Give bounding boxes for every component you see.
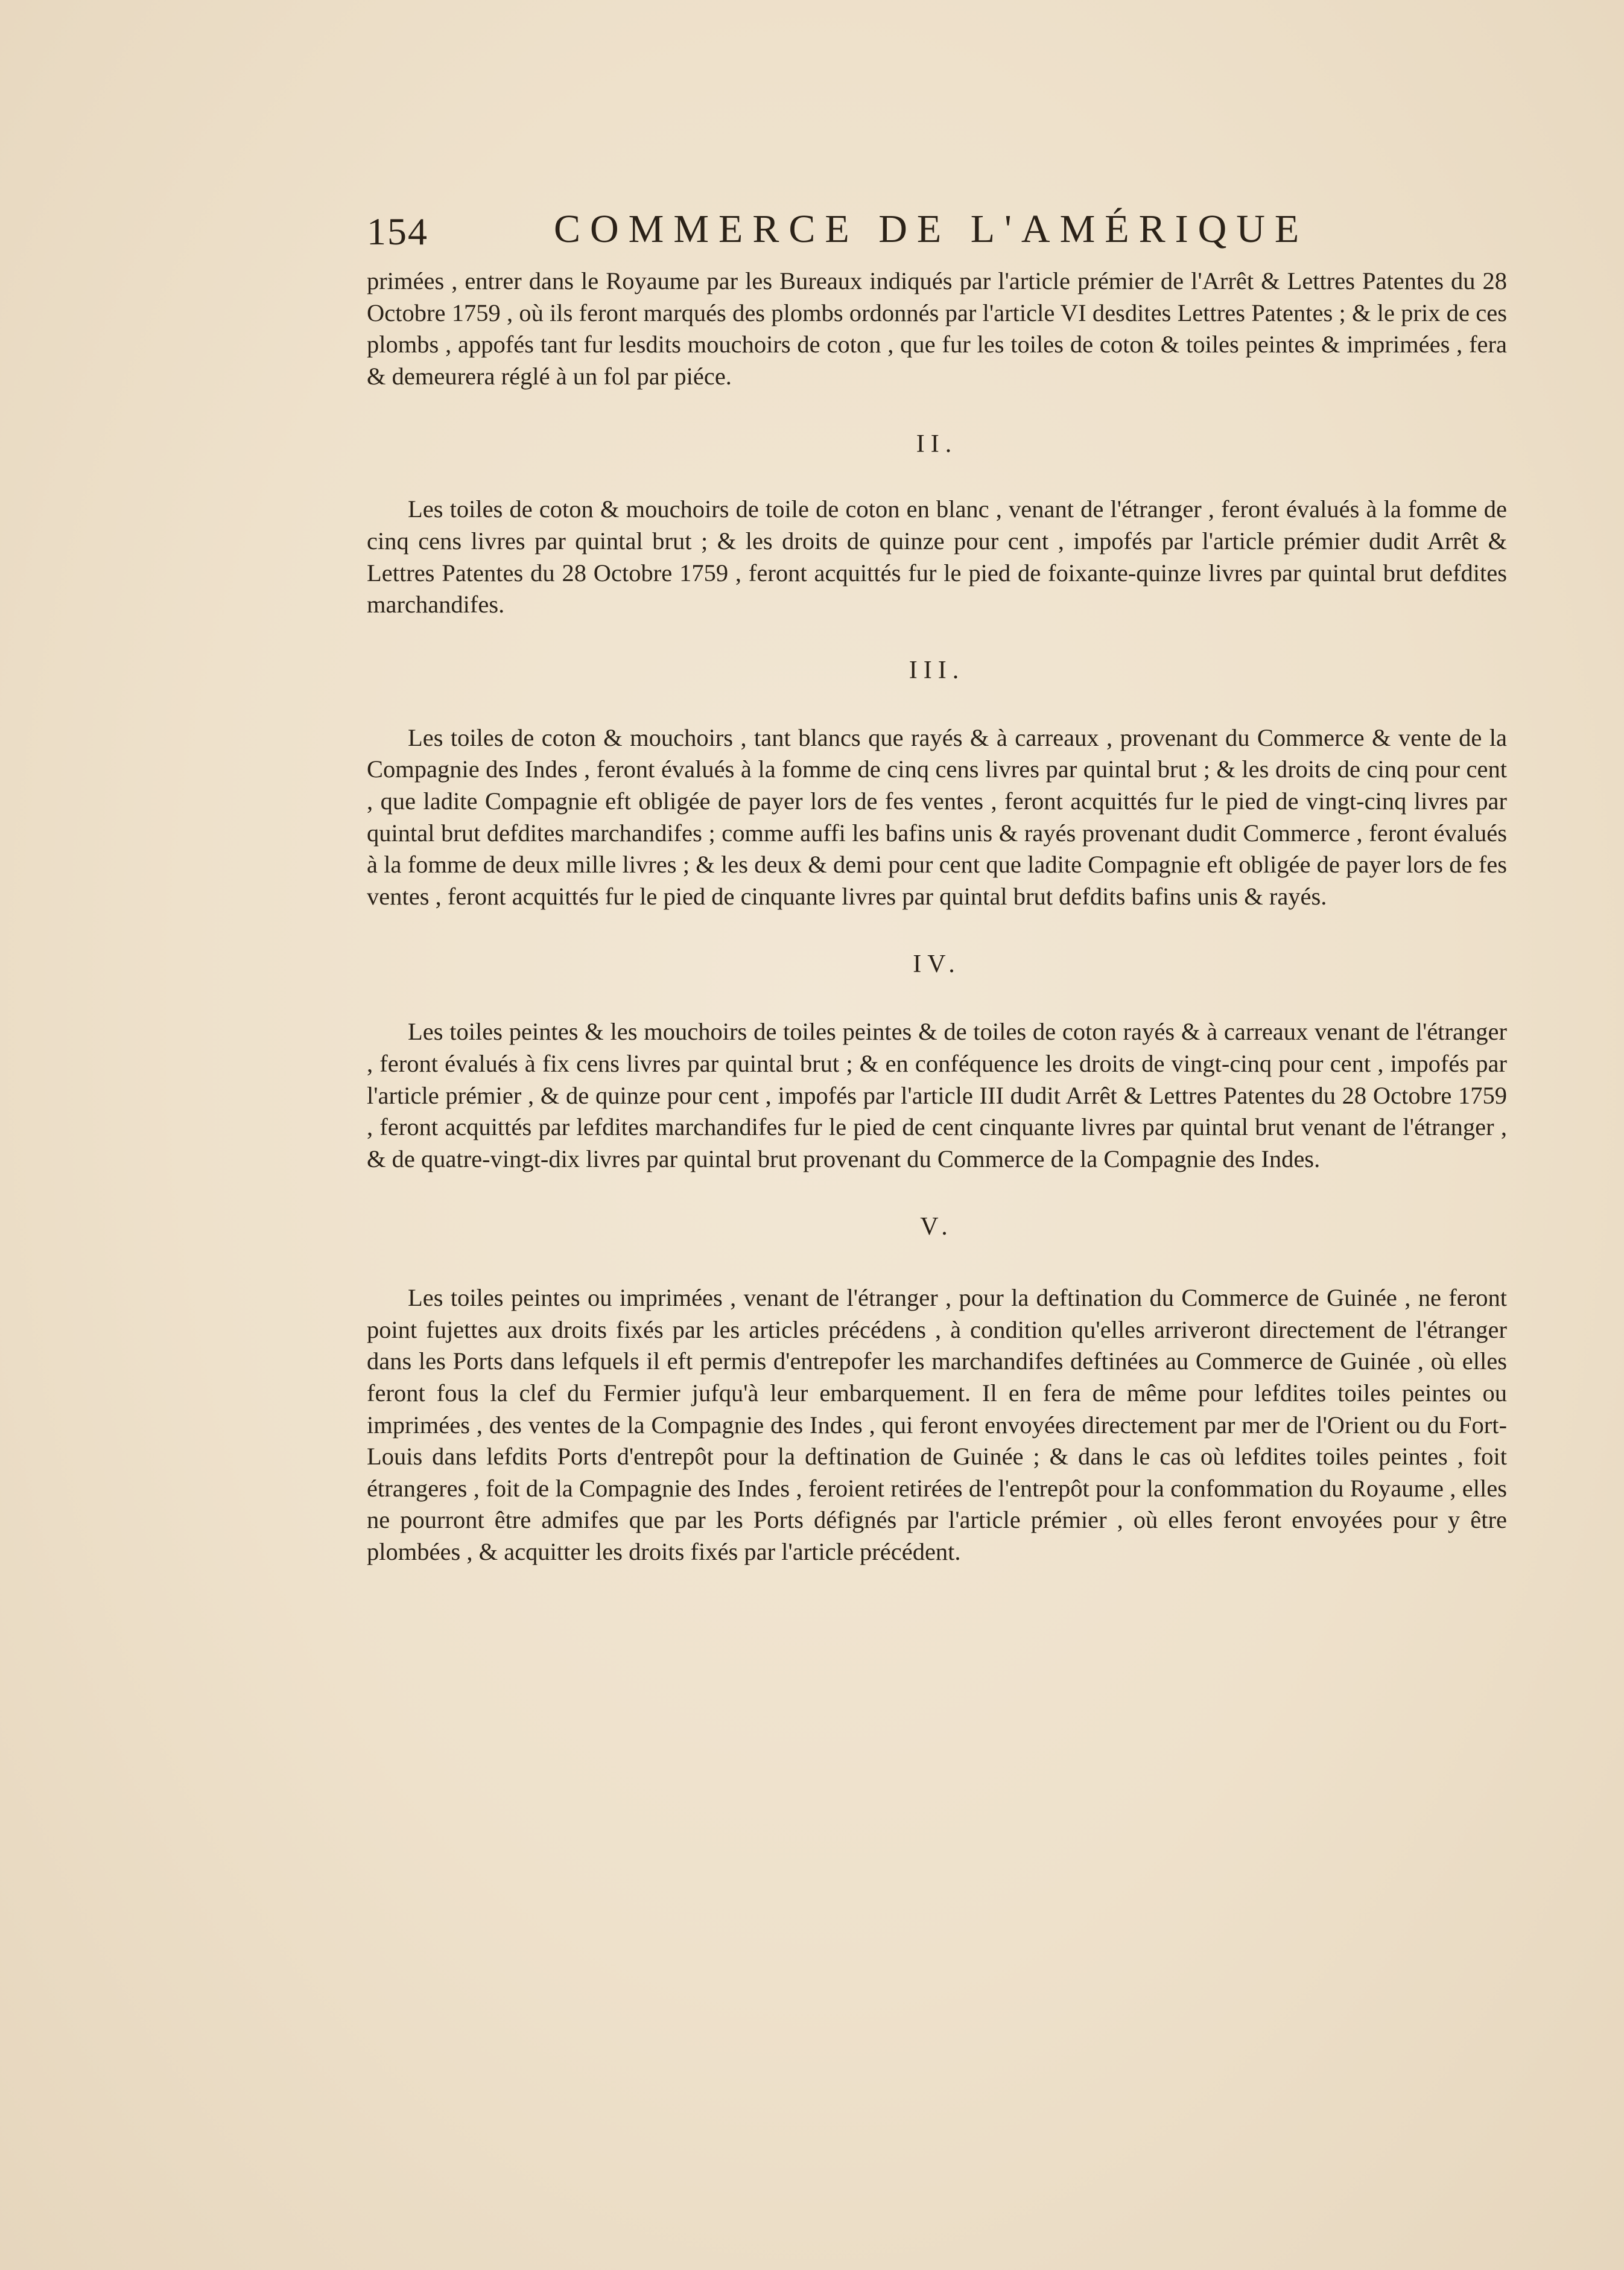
article-4-text: Les toiles peintes & les mouchoirs de toiles peintes & de toiles de coton rayés & à carreaux venant de l'étranger , feront évalués à fix cens livres par quintal brut ; & en conféquence les droits de vingt-cinq pour cent , impofés par l'article prémier , & de quinze pour cent , impofés par l'article III dudit Arrêt & Lettres Patentes du 28 Octobre 1759 , feront acquittés par lefdites marchandifes fur le pied de cent cinquante livres par quintal brut venant de l'étranger , & de quatre-vingt-dix livres par quintal brut provenant du Commerce de la Compagnie des Indes. [367,1018,1507,1172]
article-5-text: Les toiles peintes ou imprimées , venant de l'étranger , pour la deftination du Commerce de Guinée , ne feront point fujettes aux droits fixés par les articles précédens , à condition qu'elles arriveront directement de l'étranger dans les Ports dans lefquels il eft permis d'entrepofer les marchandifes deftinées au Commerce de Guinée , où elles feront fous la clef du Fermier jufqu'à leur embarquement. Il en fera de même pour lefdites toiles peintes ou imprimées , des ventes de la Compagnie des Indes , qui feront envoyées directement par mer de l'Orient ou du Fort-Louis dans lefdits Ports d'entrepôt pour la deftination de Guinée ; & dans le cas où lefdites toiles peintes , foit étrangeres , foit de la Compagnie des Indes , feroient retirées de l'entrepôt pour la confommation du Royaume , elles ne pourront être admifes que par les Ports défignés par l'article prémier , où elles feront envoyées pour y être plombées , & acquitter les droits fixés par l'article précédent. [367,1284,1507,1566]
article-3-text: Les toiles de coton & mouchoirs , tant blancs que rayés & à carreaux , provenant du Commerce & vente de la Compagnie des Indes , feront évalués à la fomme de cinq cens livres par quintal brut ; & les droits de cinq pour cent , que ladite Compagnie eft obligée de payer lors de fes ventes , feront acquittés fur le pied de vingt-cinq livres par quintal brut defdites marchandifes ; comme auffi les bafins unis & rayés provenant dudit Commerce , feront évalués à la fomme de deux mille livres ; & les deux & demi pour cent que ladite Compagnie eft obligée de payer lors de fes ventes , feront acquittés fur le pied de cinquante livres par quintal brut defdits bafins unis & rayés. [367,723,1507,910]
running-title: COMMERCE DE L'AMÉRIQUE [554,207,1309,251]
paragraph-continued: primées , entrer dans le Royaume par les Bureaux indiqués par l'article prémier de l'Arrêt & Lettres Patentes du 28 Octobre 1759 , où ils feront marqués des plombs ordonnés par l'article VI desdites Lettres Patentes ; & le prix de ces plombs , appofés tant fur lesdits mouchoirs de coton , que fur les toiles de coton & toiles peintes & imprimées , fera & demeurera réglé à un fol par piéce. [367,267,1507,390]
article-heading-5: V. [920,1213,954,1241]
page-header [367,205,1368,259]
article-2-text: Les toiles de coton & mouchoirs de toile de coton en blanc , venant de l'étranger , feront évalués à la fomme de cinq cens livres par quintal brut ; & les droits de quinze pour cent , impofés par l'article prémier dudit Arrêt & Lettres Patentes du 28 Octobre 1759 , feront acquittés fur le pied de foixante-quinze livres par quintal brut defdites marchandifes. [367,495,1507,618]
article-heading-3: III. [909,656,965,684]
article-heading-2: II. [916,430,958,459]
article-heading-4: IV. [913,950,961,979]
body-text [367,265,1507,1568]
page-number: 154 [367,210,428,253]
